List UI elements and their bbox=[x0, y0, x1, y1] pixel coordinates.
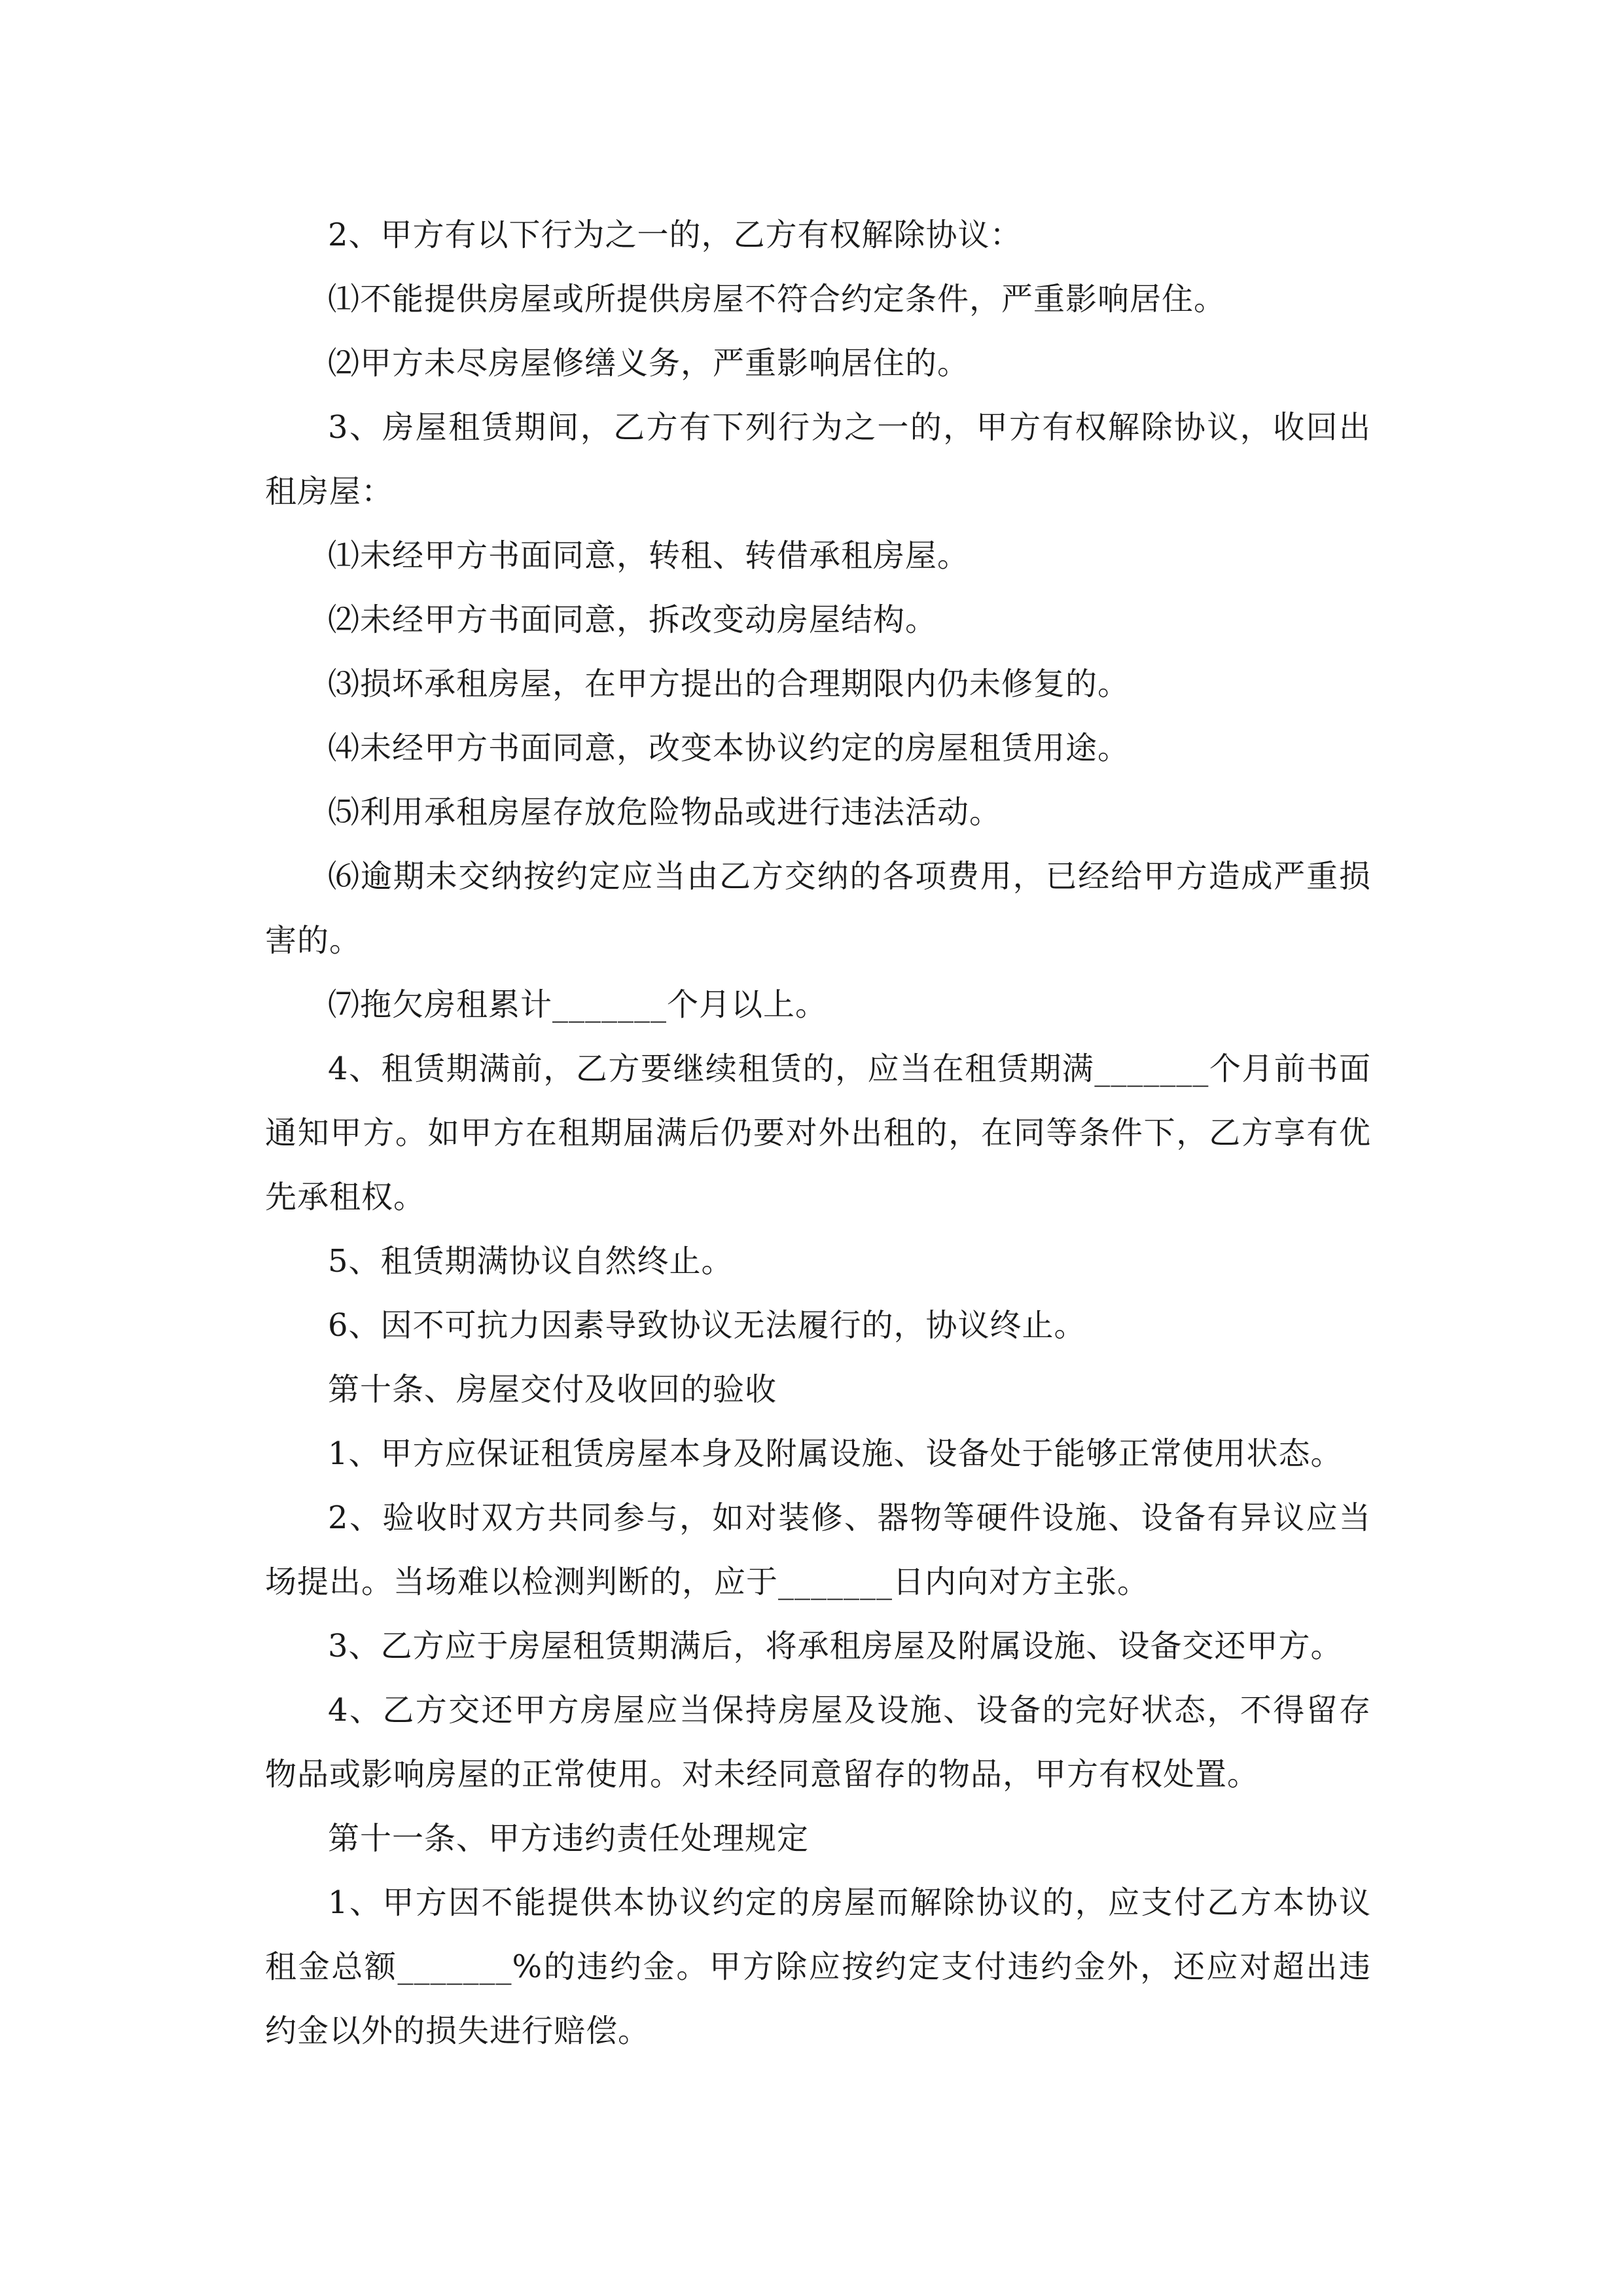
clause-paragraph: 4、乙方交还甲方房屋应当保持房屋及设施、设备的完好状态，不得留存物品或影响房屋的正常使用。对未经同意留存的物品，甲方有权处置。 bbox=[265, 1692, 1371, 1793]
clause-paragraph: 2、甲方有以下行为之一的，乙方有权解除协议： bbox=[328, 217, 1022, 253]
clause-paragraph: ⑹逾期未交纳按约定应当由乙方交纳的各项费用，已经给甲方造成严重损害的。 bbox=[265, 858, 1371, 959]
document-body bbox=[265, 203, 1371, 2063]
clause-paragraph: ⑴未经甲方书面同意，转租、转借承租房屋。 bbox=[328, 537, 970, 574]
clause-paragraph: ⑵未经甲方书面同意，拆改变动房屋结构。 bbox=[328, 601, 938, 638]
clause-paragraph: 4、租赁期满前，乙方要继续租赁的，应当在租赁期满_______个月前书面通知甲方。如甲方在租期届满后仍要对外出租的，在同等条件下，乙方享有优先承租权。 bbox=[265, 1050, 1371, 1215]
clause-paragraph: 1、甲方因不能提供本协议约定的房屋而解除协议的，应支付乙方本协议租金总额_______%的违约金。甲方除应按约定支付违约金外，还应对超出违约金以外的损失进行赔偿。 bbox=[265, 1884, 1371, 2049]
clause-paragraph: ⑴不能提供房屋或所提供房屋不符合约定条件，严重影响居住。 bbox=[328, 281, 1226, 317]
clause-paragraph: 3、乙方应于房屋租赁期满后，将承租房屋及附属设施、设备交还甲方。 bbox=[328, 1628, 1343, 1664]
clause-paragraph: 1、甲方应保证租赁房屋本身及附属设施、设备处于能够正常使用状态。 bbox=[328, 1435, 1343, 1472]
clause-paragraph: ⑺拖欠房租累计_______个月以上。 bbox=[328, 986, 828, 1023]
clause-paragraph: 3、房屋租赁期间，乙方有下列行为之一的，甲方有权解除协议，收回出租房屋： bbox=[265, 409, 1371, 510]
clause-paragraph: 5、租赁期满协议自然终止。 bbox=[328, 1243, 734, 1280]
clause-paragraph: 2、验收时双方共同参与，如对装修、器物等硬件设施、设备有异议应当场提出。当场难以检测判断的，应于_______日内向对方主张。 bbox=[265, 1499, 1371, 1600]
clause-paragraph: 6、因不可抗力因素导致协议无法履行的，协议终止。 bbox=[328, 1307, 1086, 1344]
clause-paragraph: ⑸利用承租房屋存放危险物品或进行违法活动。 bbox=[328, 794, 1002, 831]
clause-paragraph: ⑶损坏承租房屋，在甲方提出的合理期限内仍未修复的。 bbox=[328, 666, 1130, 702]
clause-paragraph: ⑵甲方未尽房屋修缮义务，严重影响居住的。 bbox=[328, 345, 970, 382]
section-heading: 第十条、房屋交付及收回的验收 bbox=[328, 1371, 777, 1408]
section-heading: 第十一条、甲方违约责任处理规定 bbox=[328, 1820, 810, 1857]
clause-paragraph: ⑷未经甲方书面同意，改变本协议约定的房屋租赁用途。 bbox=[328, 730, 1130, 766]
